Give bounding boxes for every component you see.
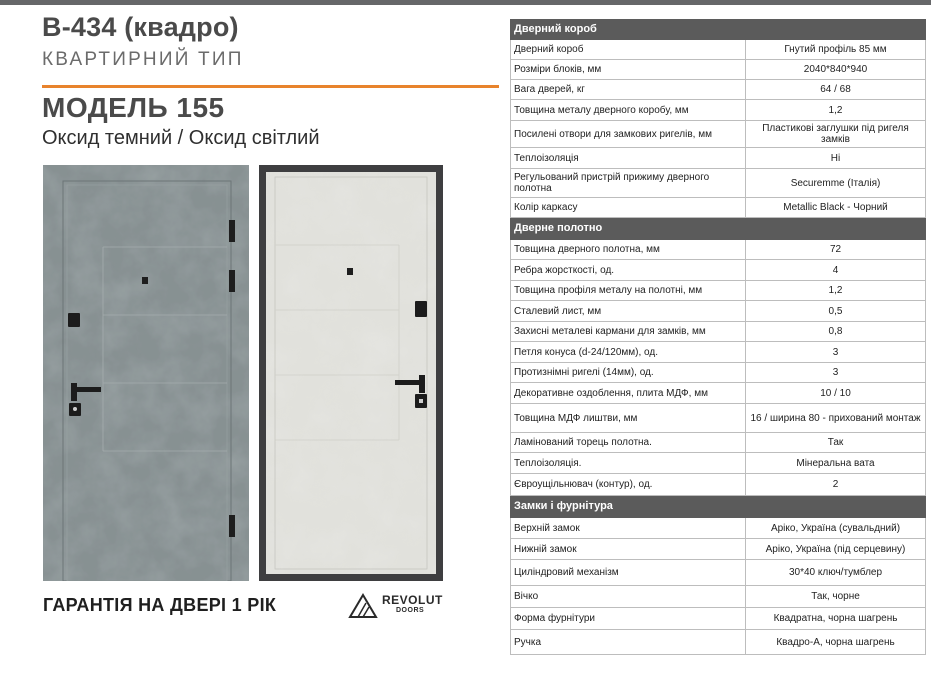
table-row <box>511 433 926 453</box>
spec-label: Товщина металу дверного коробу, мм <box>511 100 746 121</box>
spec-value: Гнутий профіль 85 мм <box>746 40 926 60</box>
table-row <box>511 608 926 630</box>
spec-label: Теплоізоляція <box>511 148 746 169</box>
spec-value: 72 <box>746 240 926 260</box>
spec-value: 0,5 <box>746 301 926 322</box>
table-row <box>511 60 926 80</box>
spec-label: Посилені отвори для замкових ригелів, мм <box>511 121 746 148</box>
spec-value: 64 / 68 <box>746 80 926 100</box>
spec-value: Аріко, Україна (під серцевину) <box>746 539 926 560</box>
table-row <box>511 586 926 608</box>
spec-label: Регульований пристрій прижиму дверного полотна <box>511 169 746 198</box>
model-title: МОДЕЛЬ 155 <box>42 92 225 123</box>
spec-label: Циліндровий механізм <box>511 560 746 586</box>
spec-value: Ні <box>746 148 926 169</box>
warranty-text: ГАРАНТІЯ НА ДВЕРІ 1 РІК <box>43 595 277 615</box>
table-row <box>511 404 926 433</box>
spec-label: Дверний короб <box>511 40 746 60</box>
finish-subtitle: Оксид темний / Оксид світлий <box>42 127 320 149</box>
spec-value: 1,2 <box>746 281 926 301</box>
brand-name: REVOLUT <box>382 593 443 607</box>
table-row <box>511 453 926 474</box>
spec-label: Форма фурнітури <box>511 608 746 630</box>
table-row <box>511 383 926 404</box>
spec-value: 3 <box>746 342 926 363</box>
table-row <box>511 322 926 342</box>
section-title: Дверне полотно <box>511 218 926 240</box>
table-row <box>511 301 926 322</box>
spec-label: Ребра жорсткості, од. <box>511 260 746 281</box>
table-row <box>511 100 926 121</box>
spec-label: Сталевий лист, мм <box>511 301 746 322</box>
section-header-frame <box>511 20 926 40</box>
spec-label: Колір каркасу <box>511 198 746 218</box>
spec-label: Нижній замок <box>511 539 746 560</box>
spec-label: Протизнімні ригелі (14мм), од. <box>511 363 746 383</box>
table-row <box>511 198 926 218</box>
table-row <box>511 240 926 260</box>
spec-label: Вага дверей, кг <box>511 80 746 100</box>
brand-triangle-icon <box>348 593 378 619</box>
specification-table <box>510 19 926 655</box>
spec-value: 1,2 <box>746 100 926 121</box>
spec-label: Петля конуса (d-24/120мм), од. <box>511 342 746 363</box>
spec-value: 0,8 <box>746 322 926 342</box>
table-row <box>511 40 926 60</box>
spec-label: Ручка <box>511 630 746 655</box>
spec-value: Так <box>746 433 926 453</box>
spec-label: Євроущільнювач (контур), од. <box>511 474 746 496</box>
spec-label: Товщина профіля металу на полотні, мм <box>511 281 746 301</box>
spec-value: Пластикові заглушки під ригеля замків <box>746 121 926 148</box>
product-subtitle: КВАРТИРНИЙ ТИП <box>42 49 244 70</box>
section-title: Замки і фурнітура <box>511 496 926 518</box>
spec-value: Аріко, Україна (сувальдний) <box>746 518 926 539</box>
brand-logo <box>348 592 448 620</box>
table-row <box>511 148 926 169</box>
table-row <box>511 260 926 281</box>
spec-label: Вічко <box>511 586 746 608</box>
table-row <box>511 518 926 539</box>
door-interior-image <box>259 165 443 581</box>
spec-value: Квадратна, чорна шагрень <box>746 608 926 630</box>
table-row <box>511 169 926 198</box>
spec-value: 30*40 ключ/тумблер <box>746 560 926 586</box>
table-row <box>511 363 926 383</box>
table-row <box>511 539 926 560</box>
section-header-leaf <box>511 218 926 240</box>
table-row <box>511 630 926 655</box>
table-row <box>511 80 926 100</box>
spec-value: Metallic Black - Чорний <box>746 198 926 218</box>
spec-value: 10 / 10 <box>746 383 926 404</box>
product-title: В-434 (квадро) <box>42 12 239 42</box>
spec-value: Так, чорне <box>746 586 926 608</box>
table-row <box>511 474 926 496</box>
table-row <box>511 560 926 586</box>
brand-subname: DOORS <box>396 607 425 614</box>
spec-label: Товщина МДФ лиштви, мм <box>511 404 746 433</box>
spec-label: Верхній замок <box>511 518 746 539</box>
spec-label: Розміри блоків, мм <box>511 60 746 80</box>
spec-label: Захисні металеві кармани для замків, мм <box>511 322 746 342</box>
spec-value: 2 <box>746 474 926 496</box>
door-exterior-image <box>43 165 249 581</box>
spec-value: 4 <box>746 260 926 281</box>
section-title: Дверний короб <box>511 20 926 40</box>
spec-label: Теплоізоляція. <box>511 453 746 474</box>
spec-value: 3 <box>746 363 926 383</box>
section-header-locks <box>511 496 926 518</box>
accent-divider <box>42 85 499 88</box>
spec-label: Ламінований торець полотна. <box>511 433 746 453</box>
spec-value: Мінеральна вата <box>746 453 926 474</box>
spec-value: 2040*840*940 <box>746 60 926 80</box>
table-row <box>511 121 926 148</box>
spec-label: Товщина дверного полотна, мм <box>511 240 746 260</box>
spec-value: Securemme (Італія) <box>746 169 926 198</box>
spec-label: Декоративне оздоблення, плита МДФ, мм <box>511 383 746 404</box>
table-row <box>511 342 926 363</box>
spec-value: 16 / ширина 80 - прихований монтаж <box>746 404 926 433</box>
table-row <box>511 281 926 301</box>
spec-value: Квадро-А, чорна шагрень <box>746 630 926 655</box>
